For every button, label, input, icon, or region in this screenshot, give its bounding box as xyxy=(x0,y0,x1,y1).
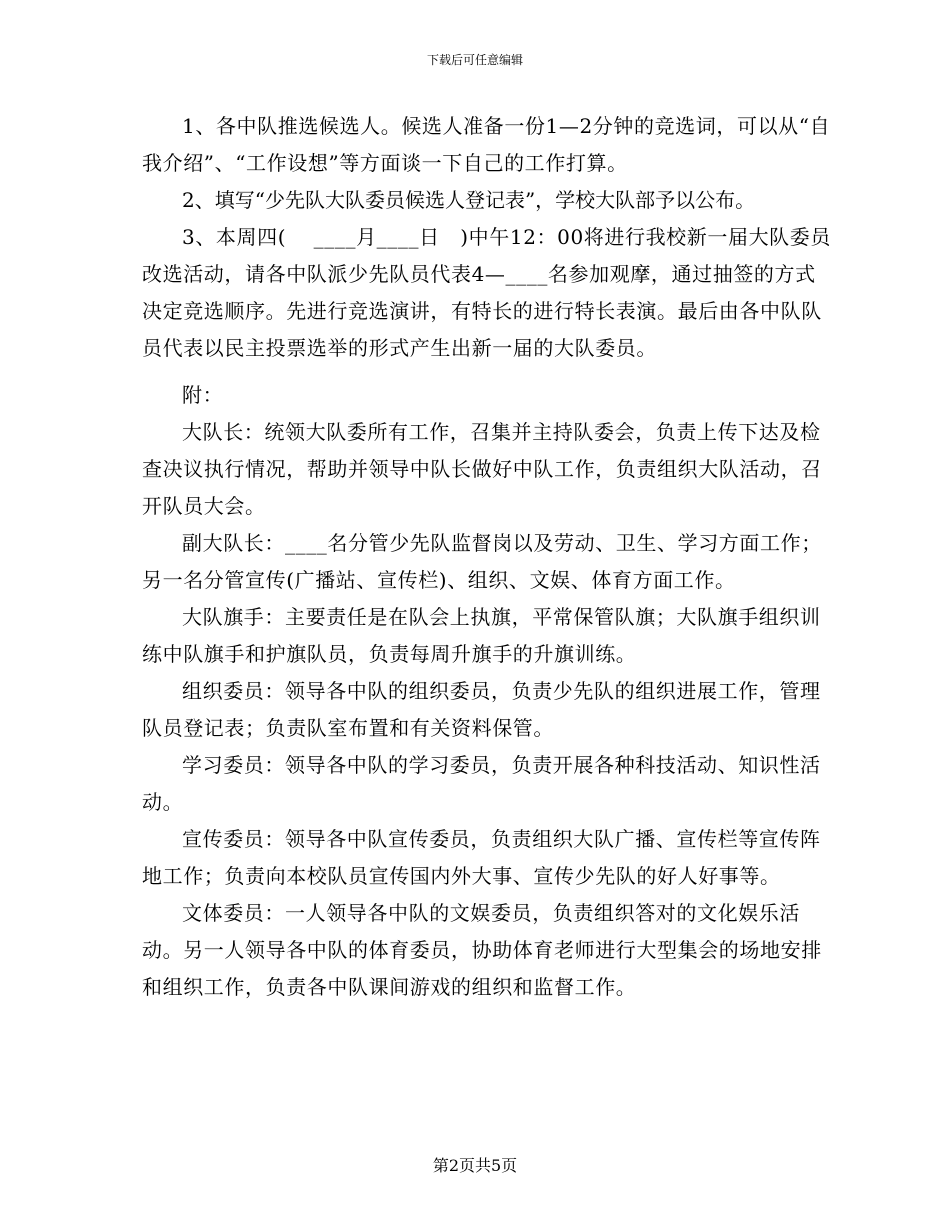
paragraph-captain: 大队长：统领大队委所有工作，召集并主持队委会，负责上传下达及检查决议执行情况，帮助并领导中队长做好中队工作，负责组织大队活动，召开队员大会。 xyxy=(142,420,822,518)
paragraph-nominate-candidates: 1、各中队推选候选人。候选人准备一份1—2分钟的竞选词，可以从“自我介绍”、“工作设想”等方面谈一下自己的工作打算。 xyxy=(142,114,831,175)
paragraph-study-member: 学习委员：领导各中队的学习委员，负责开展各种科技活动、知识性活动。 xyxy=(142,753,821,814)
paragraph-vice-captain: 副大队长：____名分管少先队监督岗以及劳动、卫生、学习方面工作；另一名分管宣传(广播站、宣传栏)、组织、文娱、体育方面工作。 xyxy=(142,531,822,592)
document-body xyxy=(142,108,832,1006)
paragraph-registration-form: 2、填写“少先队大队委员候选人登记表”，学校大队部予以公布。 xyxy=(182,188,756,212)
paragraph-sports-culture-member: 文体委员：一人领导各中队的文娱委员，负责组织答对的文化娱乐活动。另一人领导各中队的体育委员，协助体育老师进行大型集会的场地安排和组织工作，负责各中队课间游戏的组织和监督工作。 xyxy=(142,901,822,999)
paragraph-election-event: 3、本周四( ____月____日 )中午12：00将进行我校新一届大队委员改选活动，请各中队派少先队员代表4—____名参加观摩，通过抽签的方式决定竞选顺序。先进行竞选演讲，有特长的进行特长表演。最后由各中队队员代表以民主投票选举的形式产生出新一届的大队委员。 xyxy=(142,225,831,360)
paragraph-flag-bearer: 大队旗手：主要责任是在队会上执旗，平常保管队旗；大队旗手组织训练中队旗手和护旗队员，负责每周升旗手的升旗训练。 xyxy=(142,605,821,666)
paragraph-appendix-label: 附： xyxy=(182,383,224,407)
page-number-footer: 第2页共5页 xyxy=(432,1156,518,1175)
paragraph-organization-member: 组织委员：领导各中队的组织委员，负责少先队的组织进展工作，管理队员登记表；负责队室布置和有关资料保管。 xyxy=(142,679,821,740)
paragraph-publicity-member: 宣传委员：领导各中队宣传委员，负责组织大队广播、宣传栏等宣传阵地工作；负责向本校队员宣传国内外大事、宣传少先队的好人好事等。 xyxy=(142,827,821,888)
page-header: 下载后可任意编辑 xyxy=(426,53,523,67)
